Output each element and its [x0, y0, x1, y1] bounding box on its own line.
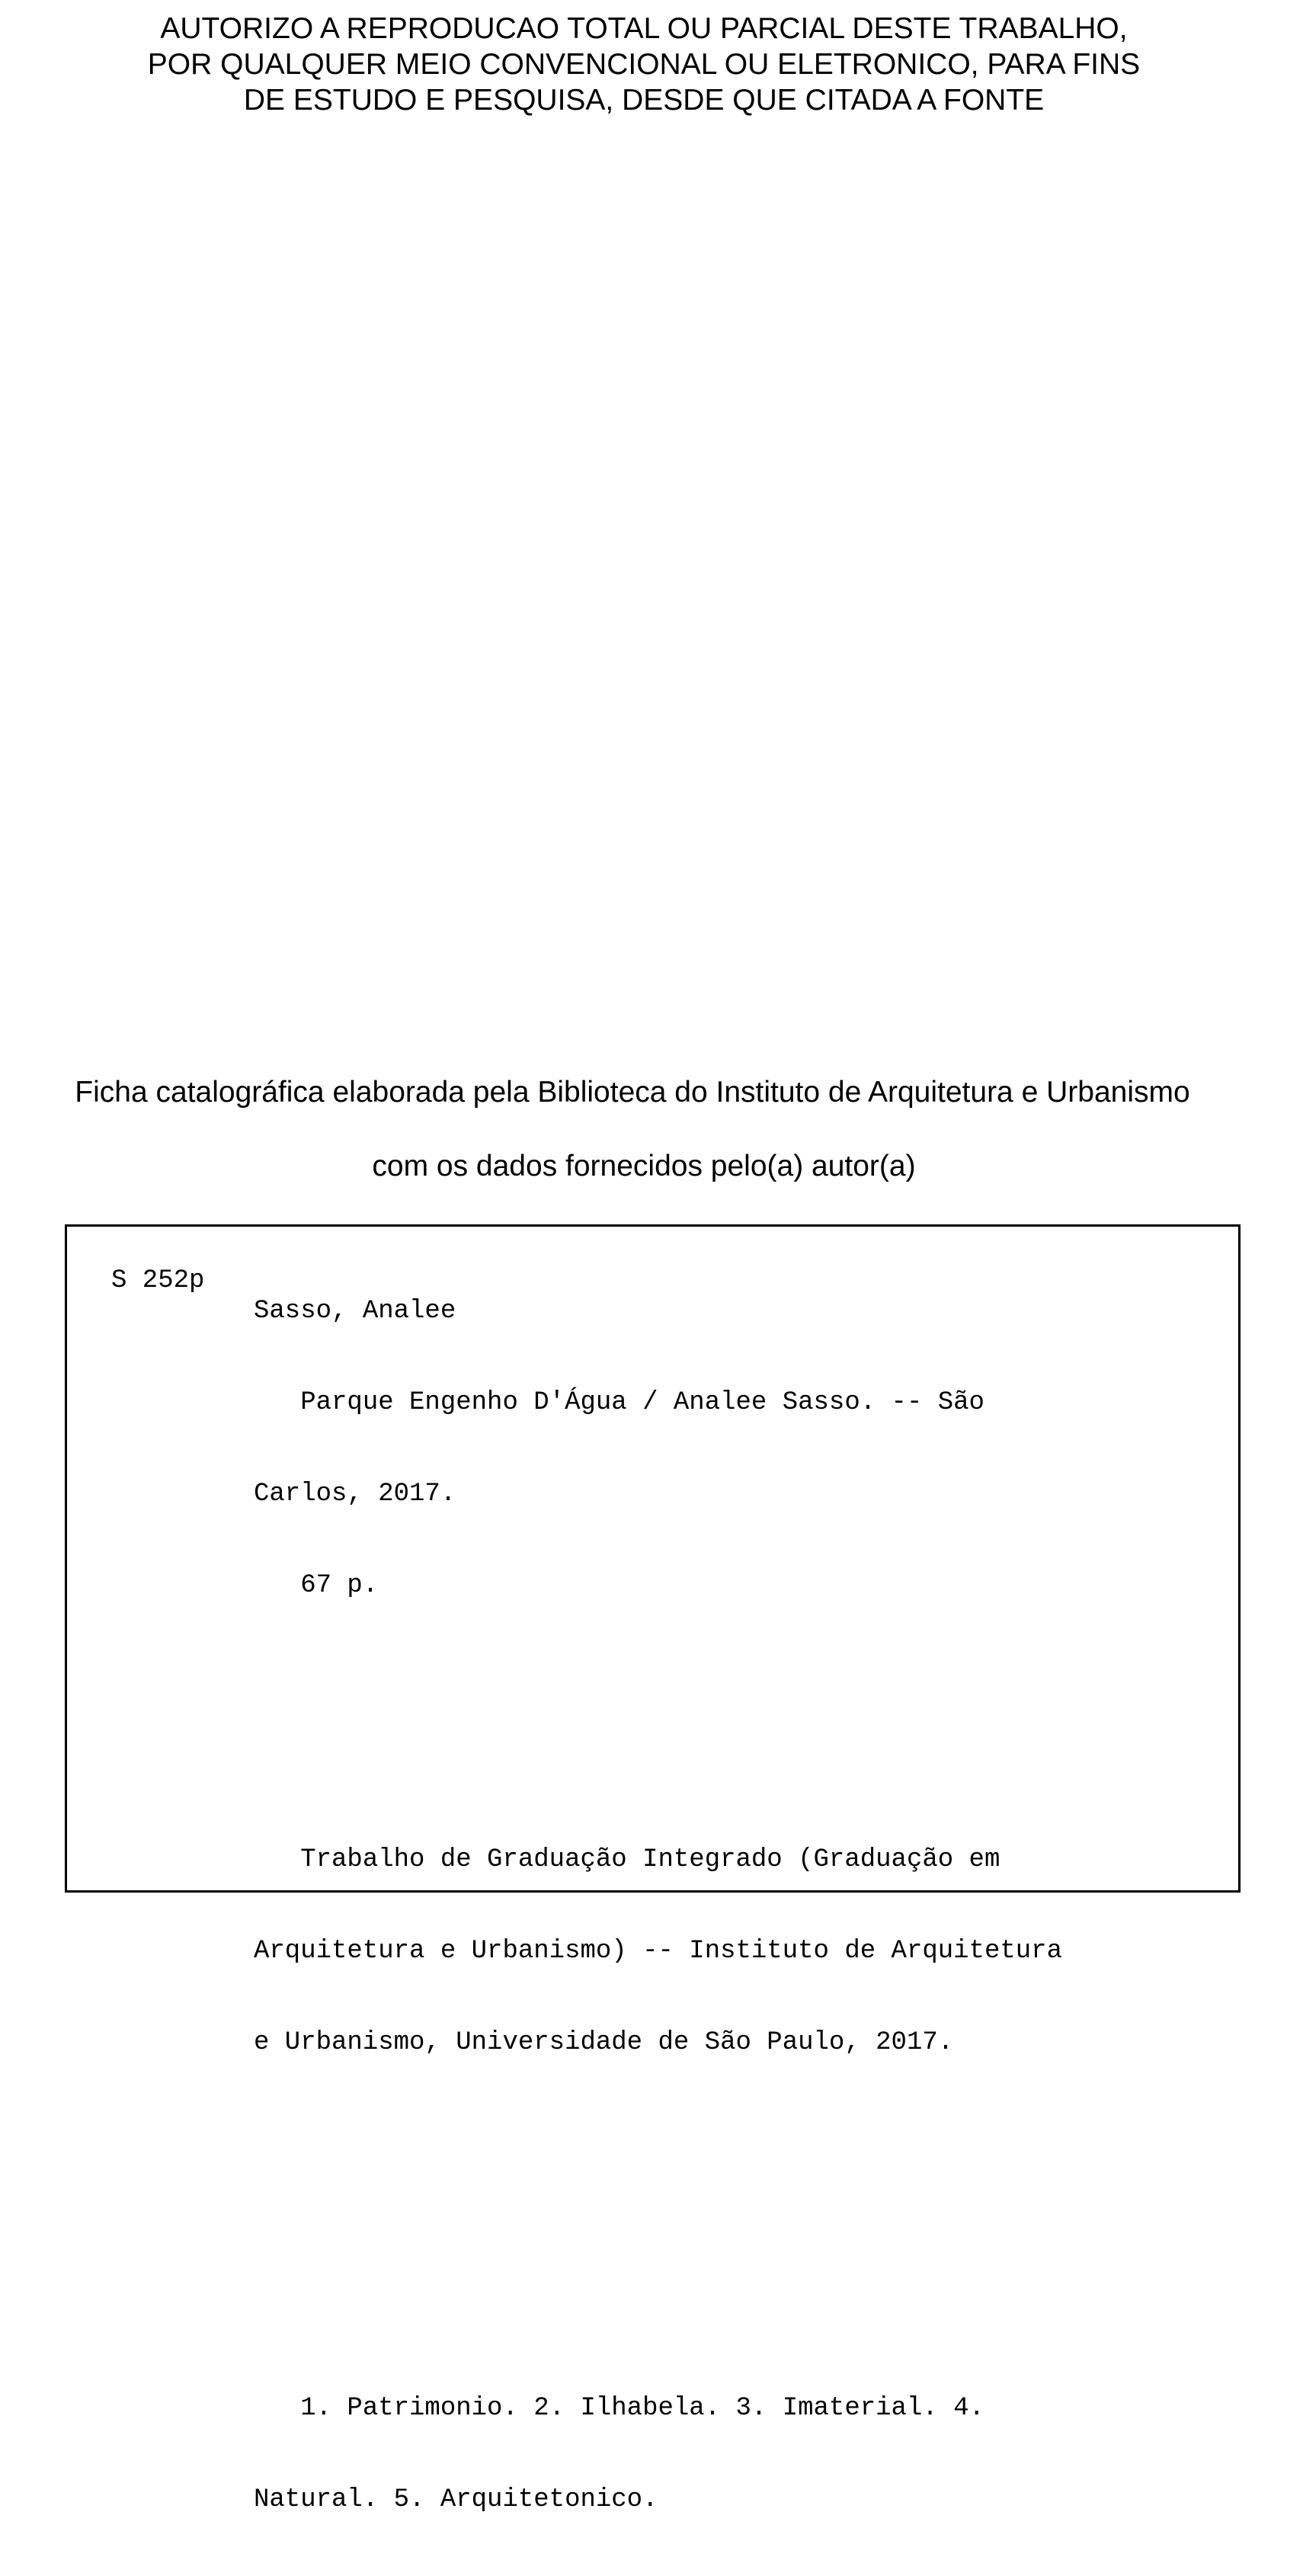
- catalog-card: [65, 1224, 1241, 2514]
- card-line-blank: [254, 2210, 1062, 2241]
- authorization-line: POR QUALQUER MEIO CONVENCIONAL OU ELETRONICO, PARA FINS: [147, 48, 1141, 81]
- card-line-note: e Urbanismo, Universidade de São Paulo, 2017.: [254, 2028, 954, 2057]
- catalog-card-text: [254, 1235, 1062, 2576]
- call-number: S 252p: [111, 1266, 205, 1295]
- card-line-blank: [254, 2302, 1062, 2332]
- card-line-subjects: 1. Patrimonio. 2. Ilhabela. 3. Imaterial. 4.: [254, 2394, 984, 2423]
- authorization-line: DE ESTUDO E PESQUISA, DESDE QUE CITADA A FONTE: [243, 84, 1045, 117]
- authorization-notice: [0, 11, 1288, 118]
- authorization-line: AUTORIZO A REPRODUCAO TOTAL OU PARCIAL DESTE TRABALHO,: [160, 12, 1128, 45]
- card-line-subjects: Natural. 5. Arquitetonico.: [254, 2485, 658, 2514]
- card-line-pages: 67 p.: [254, 1571, 379, 1600]
- card-line-blank: [254, 1662, 1062, 1692]
- catalog-credit-line: Ficha catalográfica elaborada pela Biblioteca do Instituto de Arquitetura e Urbanismo: [75, 1076, 1190, 1109]
- card-line-note: Arquitetura e Urbanismo) -- Instituto de Arquitetura: [254, 1937, 1062, 1966]
- catalog-source-line: com os dados fornecidos pelo(a) autor(a): [372, 1150, 916, 1182]
- card-line-title: Parque Engenho D'Água / Analee Sasso. -- São: [254, 1388, 984, 1417]
- card-line-note: Trabalho de Graduação Integrado (Graduação em: [254, 1845, 1000, 1874]
- card-line-author: Sasso, Analee: [254, 1297, 456, 1326]
- card-line-blank: [254, 1753, 1062, 1784]
- card-line-blank: [254, 2119, 1062, 2149]
- card-line-imprint: Carlos, 2017.: [254, 1480, 456, 1509]
